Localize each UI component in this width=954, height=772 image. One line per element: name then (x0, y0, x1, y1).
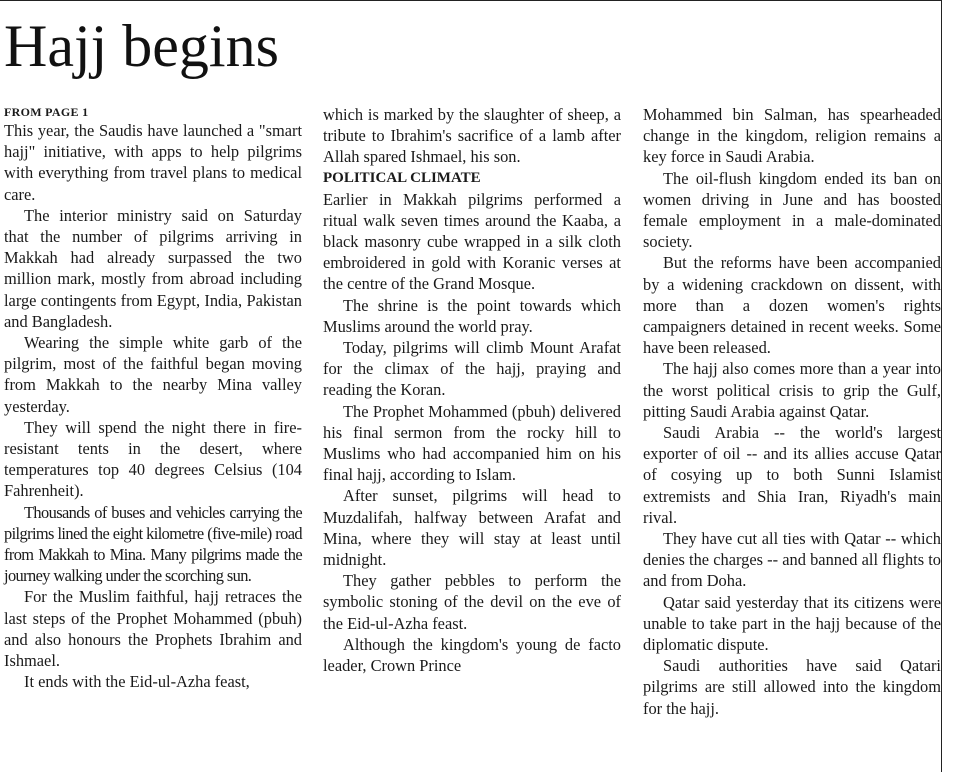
subhead: POLITICAL CLIMATE (323, 169, 481, 186)
top-rule (0, 0, 941, 1)
paragraph: They will spend the night there in fire-resistant tents in the desert, where temperatures top 40 degrees Celsius (104 Fahrenheit). (4, 417, 302, 501)
paragraph: After sunset, pilgrims will head to Muzdalifah, halfway between Arafat and Mina, where they will stay at least until midnight. (323, 486, 621, 570)
column-2 (323, 104, 621, 676)
paragraph: The hajj also comes more than a year into the worst political crisis to grip the Gulf, pitting Saudi Arabia against Qatar. (643, 359, 941, 421)
paragraph: The Prophet Mohammed (pbuh) delivered his final sermon from the rocky hill to Muslims who had accompanied him on his final hajj, according to Islam. (323, 401, 621, 485)
paragraph: Thousands of buses and vehicles carrying the pilgrims lined the eight kilometre (five-mile) road from Makkah to Mina. Many pilgrims made the journey walking under the scorching sun. (4, 502, 302, 586)
paragraph: Today, pilgrims will climb Mount Arafat for the climax of the hajj, praying and reading the Koran. (323, 338, 621, 400)
paragraph: For the Muslim faithful, hajj retraces the last steps of the Prophet Mohammed (pbuh) and also honours the Prophets Ibrahim and Ishmael. (4, 587, 302, 671)
paragraph: Although the kingdom's young de facto leader, Crown Prince (323, 634, 621, 676)
column-1 (4, 104, 302, 692)
paragraph: The shrine is the point towards which Muslims around the world pray. (323, 295, 621, 336)
column-3 (643, 104, 941, 719)
paragraph: Qatar said yesterday that its citizens were unable to take part in the hajj because of the diplomatic dispute. (643, 592, 941, 655)
paragraph: The interior ministry said on Saturday that the number of pilgrims arriving in Makkah had already surpassed the two million mark, mostly from abroad including large contingents from Egypt, India, Pakistan and Bangladesh. (4, 205, 302, 331)
paragraph: Mohammed bin Salman, has spearheaded change in the kingdom, religion remains a key force in Saudi Arabia. (643, 105, 941, 167)
headline: Hajj begins (4, 13, 279, 79)
paragraph: This year, the Saudis have launched a "smart hajj" initiative, with apps to help pilgrims with everything from travel plans to medical care. (4, 121, 302, 204)
paragraph: It ends with the Eid-ul-Azha feast, (24, 672, 250, 692)
paragraph: Saudi authorities have said Qatari pilgrims are still allowed into the kingdom for the hajj. (643, 656, 941, 718)
paragraph: They have cut all ties with Qatar -- which denies the charges -- and banned all flights to and from Doha. (643, 529, 941, 591)
paragraph: which is marked by the slaughter of sheep, a tribute to Ibrahim's sacrifice of a lamb after Allah spared Ishmael, his son. (323, 105, 621, 167)
paragraph: Earlier in Makkah pilgrims performed a ritual walk seven times around the Kaaba, a black masonry cube wrapped in a silk cloth embroidered in gold with Koranic verses at the centre of the Grand Mosque. (323, 189, 621, 294)
right-rule (941, 0, 942, 772)
kicker: FROM PAGE 1 (4, 105, 89, 119)
paragraph: Saudi Arabia -- the world's largest exporter of oil -- and its allies accuse Qatar of cosying up to both Sunni Islamist extremists and Shia Iran, Riyadh's main rival. (643, 423, 941, 527)
paragraph: They gather pebbles to perform the symbolic stoning of the devil on the eve of the Eid-ul-Azha feast. (323, 571, 621, 633)
paragraph: Wearing the simple white garb of the pilgrim, most of the faithful began moving from Makkah to the nearby Mina valley yesterday. (4, 333, 302, 416)
paragraph: The oil-flush kingdom ended its ban on women driving in June and has boosted female employment in a male-dominated society. (643, 168, 941, 252)
paragraph: But the reforms have been accompanied by a widening crackdown on dissent, with more than a dozen women's rights campaigners detained in recent weeks. Some have been released. (643, 253, 941, 358)
